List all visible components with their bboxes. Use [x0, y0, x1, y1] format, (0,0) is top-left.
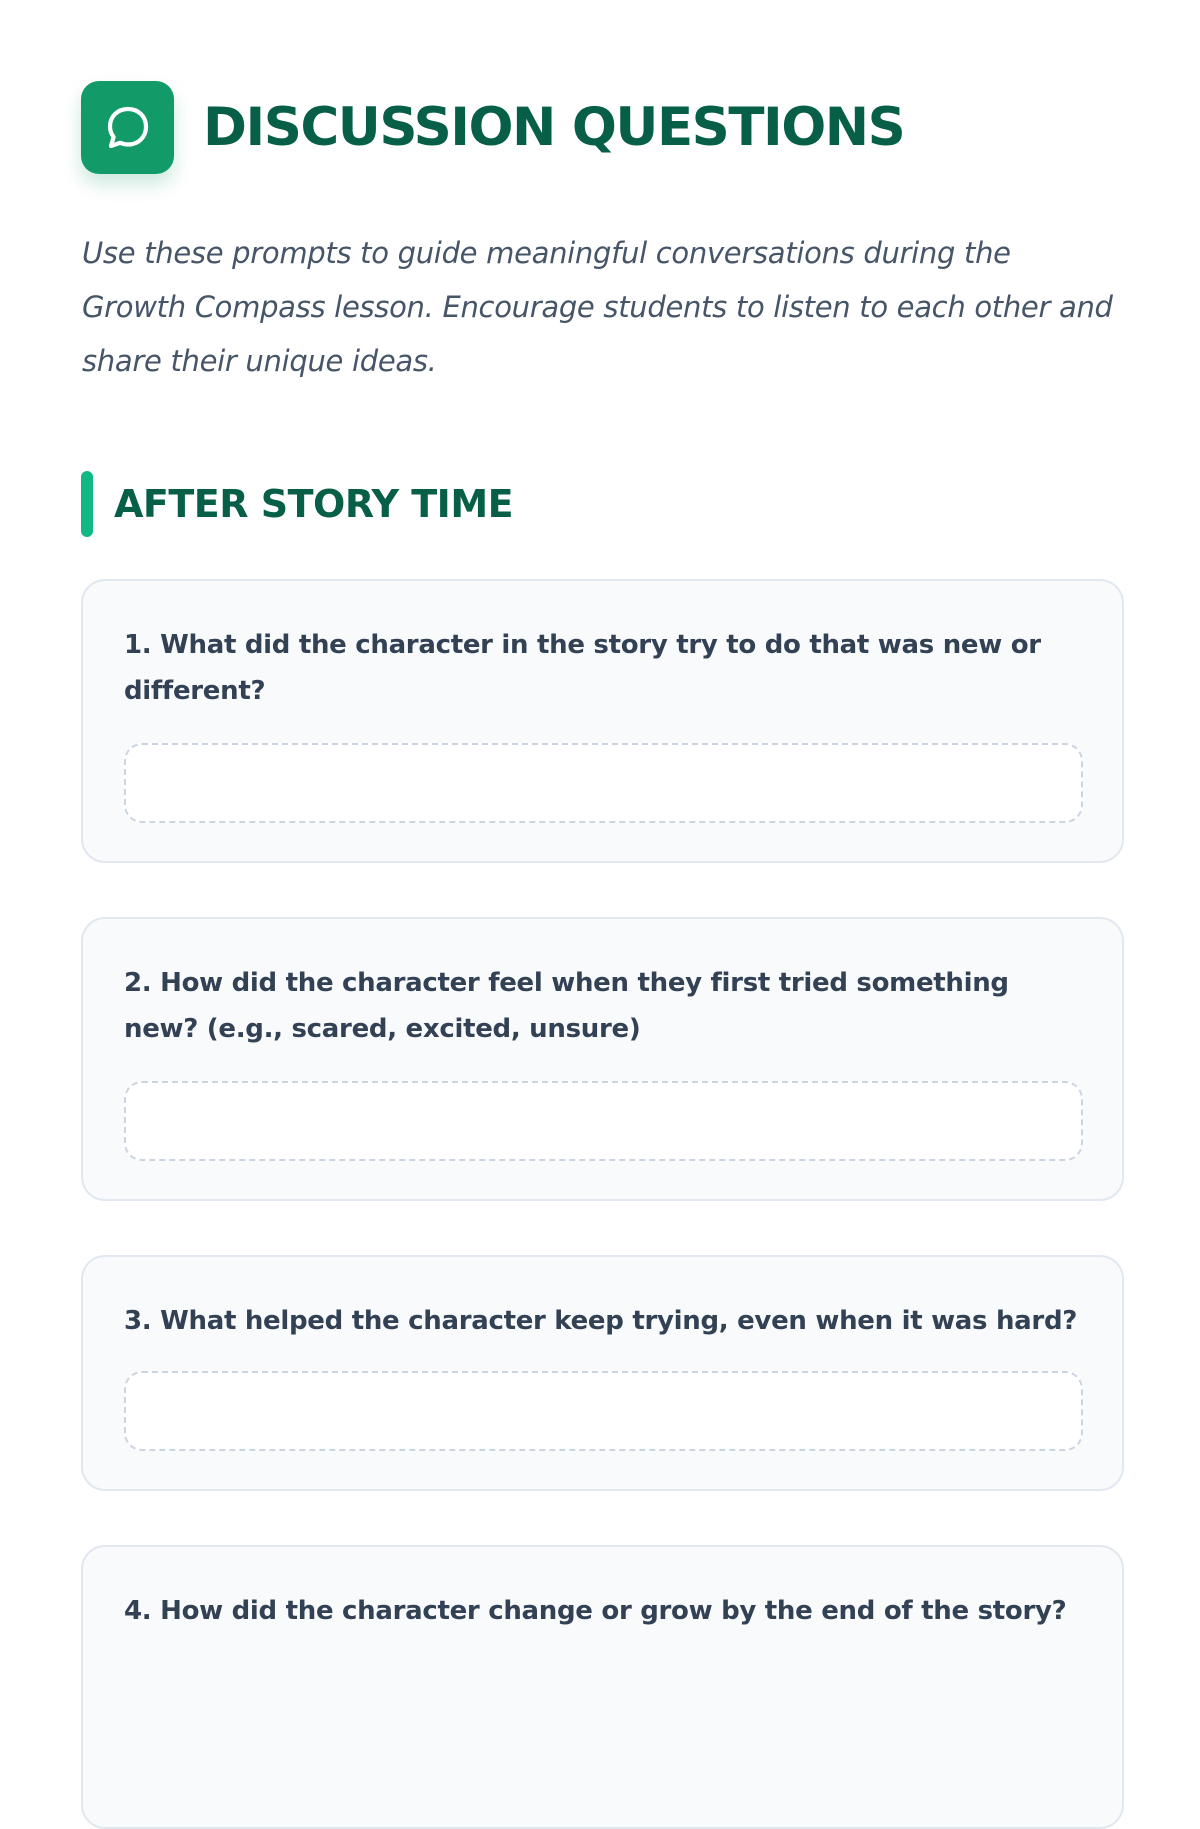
question-text: 4. How did the character change or grow by the end of the story?: [124, 1596, 1067, 1626]
question-text: 3. What helped the character keep trying, even when it was hard?: [124, 1306, 1078, 1336]
section-heading: [81, 471, 513, 537]
question-card: [81, 917, 1124, 1201]
section-title: AFTER STORY TIME: [114, 482, 514, 526]
answer-field[interactable]: [124, 1081, 1083, 1161]
question-text: 2. How did the character feel when they first tried something new? (e.g., scared, excited, unsure): [124, 968, 1009, 1044]
section-accent-bar: [81, 471, 93, 537]
page-header: [81, 81, 904, 174]
answer-field[interactable]: [124, 743, 1083, 823]
page-title: DISCUSSION QUESTIONS: [203, 97, 905, 158]
question-text: 1. What did the character in the story try to do that was new or different?: [124, 630, 1041, 706]
intro-text: Use these prompts to guide meaningful conversations during the Growth Compass lesson. Encourage students to listen to each other and share their unique ideas.: [82, 236, 1113, 378]
question-card: [81, 1255, 1124, 1491]
chat-bubble-icon: [81, 81, 174, 174]
question-card: [81, 579, 1124, 863]
chat-bubble-glyph: [100, 100, 156, 156]
answer-field[interactable]: [124, 1371, 1083, 1451]
question-card: [81, 1545, 1124, 1829]
